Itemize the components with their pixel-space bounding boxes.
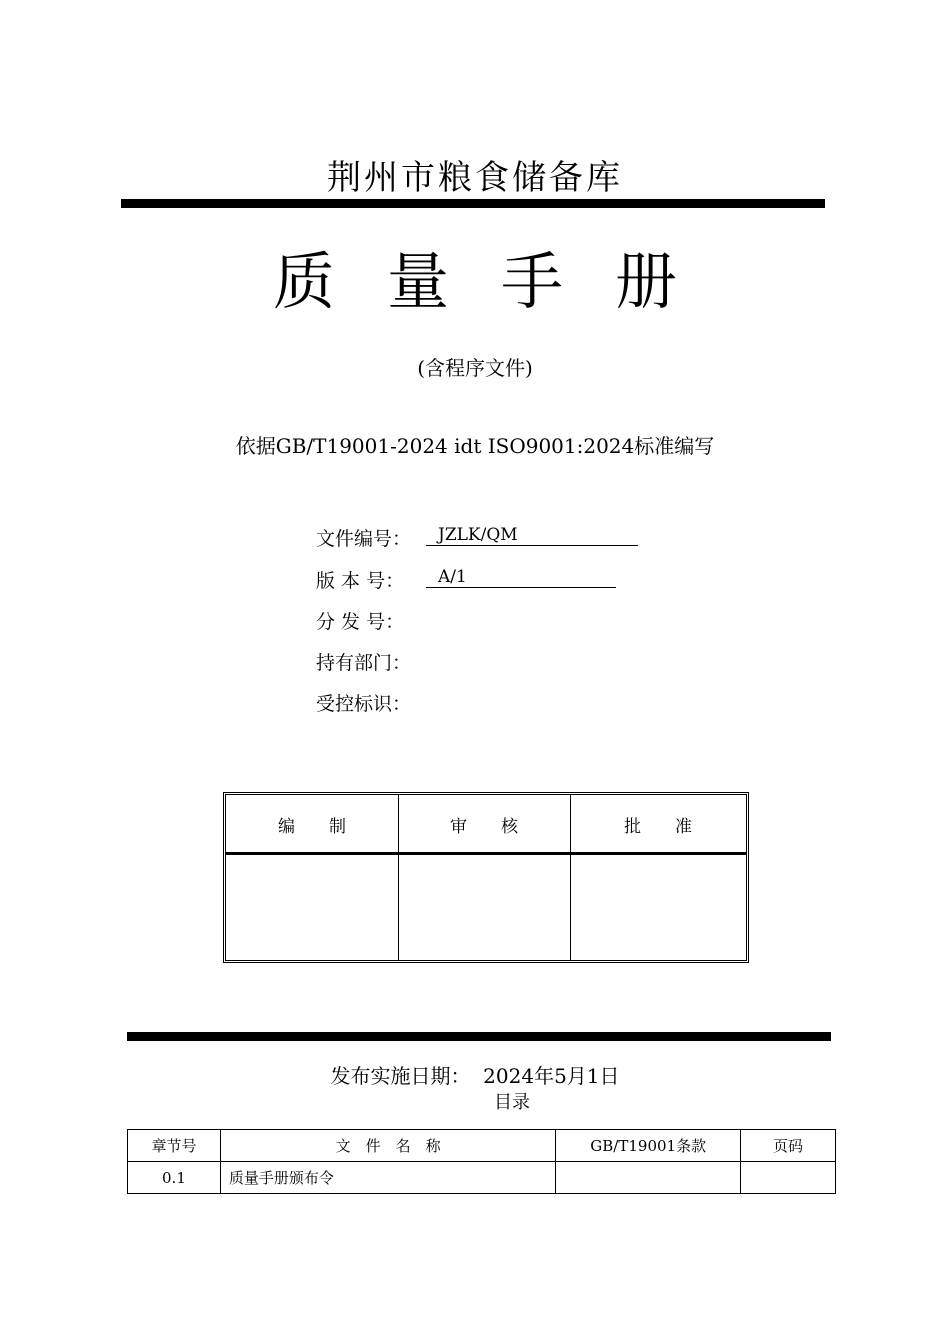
organization-name: 荆州市粮食储备库: [327, 158, 623, 198]
standard-basis: 依据GB/T19001-2024 idt ISO9001:2024标准编写: [235, 434, 715, 458]
field-label-doc-number: 文件编号：: [316, 528, 412, 550]
signoff-header-reviewed: 审 核: [450, 817, 518, 837]
bottom-divider: [127, 1032, 831, 1041]
release-date-label: 发布实施日期：: [330, 1064, 471, 1088]
document-subtitle: (含程序文件): [417, 356, 533, 380]
toc-header-page: 页码: [741, 1130, 836, 1162]
field-label-version: 版 本 号：: [316, 570, 405, 592]
signoff-header-prepared: 编 制: [278, 817, 346, 837]
toc-header-row: [128, 1130, 836, 1162]
document-title: 质量手册: [272, 245, 729, 318]
field-value-doc-number: JZLK/QM: [426, 524, 638, 546]
release-date: [0, 1060, 950, 1089]
toc-cell-page: [741, 1162, 836, 1194]
signoff-header-divider: [226, 795, 746, 855]
field-label-distribution-number: 分 发 号：: [316, 611, 405, 633]
toc-header-section: 章节号: [128, 1130, 221, 1162]
table-row: [128, 1162, 836, 1194]
toc-cell-name: 质量手册颁布令: [220, 1162, 555, 1194]
signoff-table: [223, 792, 749, 963]
top-divider: [121, 199, 825, 208]
signoff-header-approved: 批 准: [624, 817, 692, 837]
field-value-version: A/1: [426, 566, 616, 588]
toc-cell-clause: [556, 1162, 741, 1194]
toc-cell-section: 0.1: [128, 1162, 221, 1194]
release-date-value: 2024年5月1日: [483, 1064, 620, 1088]
field-label-holding-department: 持有部门：: [316, 652, 412, 674]
toc-table: [127, 1129, 836, 1194]
toc-title: 目录: [494, 1092, 530, 1113]
toc-header-clause: GB/T19001条款: [556, 1130, 741, 1162]
toc-header-name: 文 件 名 称: [220, 1130, 555, 1162]
field-label-control-mark: 受控标识：: [316, 693, 412, 715]
